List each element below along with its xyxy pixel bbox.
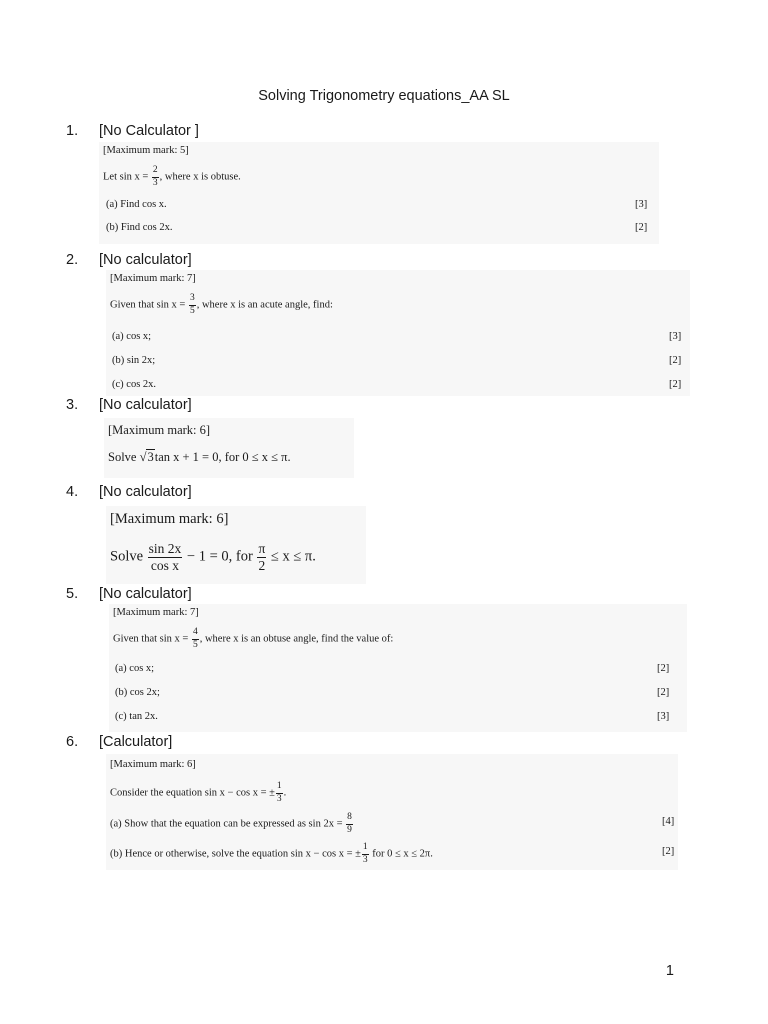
stem-text: . xyxy=(283,787,287,799)
stem-text: − 1 = 0, for xyxy=(183,548,257,565)
question-1-tag: [No Calculator ] xyxy=(99,123,199,139)
part-text: for 0 ≤ x ≤ 2π. xyxy=(369,848,433,860)
numerator: 8 xyxy=(346,813,353,825)
question-5-tag: [No calculator] xyxy=(99,586,192,602)
question-2-max-mark: [Maximum mark: 7] xyxy=(110,273,196,284)
question-6-part-a-mark: [4] xyxy=(662,816,675,827)
fraction xyxy=(276,782,283,804)
question-1-max-mark: [Maximum mark: 5] xyxy=(103,145,189,156)
numerator: 1 xyxy=(276,782,283,794)
question-3-number: 3. xyxy=(66,397,79,413)
question-5-max-mark: [Maximum mark: 7] xyxy=(113,607,199,618)
stem-text: tan x + 1 = 0, for 0 ≤ x ≤ π. xyxy=(154,450,291,464)
radicand: 3 xyxy=(147,450,154,464)
question-2-part-a: (a) cos x; xyxy=(112,331,152,342)
stem-text: Solve xyxy=(110,548,147,565)
fraction xyxy=(148,542,183,572)
question-2-part-b-mark: [2] xyxy=(669,355,682,366)
question-5-part-b-mark: [2] xyxy=(657,687,670,698)
question-2-number: 2. xyxy=(66,252,79,268)
part-label: (b) xyxy=(110,848,123,860)
numerator: 3 xyxy=(189,294,196,306)
fraction xyxy=(257,542,266,572)
denominator: cos x xyxy=(150,557,180,573)
page-number: 1 xyxy=(665,963,674,979)
denominator: 5 xyxy=(189,305,195,316)
denominator: 9 xyxy=(347,824,352,835)
stem-text: ≤ x ≤ π. xyxy=(267,548,316,565)
question-3-stem: Solve √3tan x + 1 = 0, for 0 ≤ x ≤ π. xyxy=(108,450,291,464)
question-1-part-a-mark: [3] xyxy=(635,199,648,210)
denominator: 2 xyxy=(258,557,266,573)
question-5-part-a: (a) cos x; xyxy=(115,663,155,674)
page-title: Solving Trigonometry equations_AA SL xyxy=(258,88,510,104)
fraction xyxy=(346,813,353,835)
question-3-panel xyxy=(104,418,354,478)
question-1-number: 1. xyxy=(66,123,79,139)
fraction xyxy=(189,294,196,316)
question-5-stem xyxy=(113,628,393,650)
question-6-panel xyxy=(106,754,678,870)
question-5-part-b: (b) cos 2x; xyxy=(115,687,160,698)
denominator: 3 xyxy=(152,177,158,188)
question-4-tag: [No calculator] xyxy=(99,484,192,500)
question-1-part-b-mark: [2] xyxy=(635,222,648,233)
stem-text: Given that sin x = xyxy=(110,299,188,311)
denominator: 3 xyxy=(362,854,368,865)
question-6-part-b xyxy=(110,843,433,865)
question-2-part-a-mark: [3] xyxy=(669,331,682,342)
stem-text: , where x is an obtuse angle, find the value of: xyxy=(199,633,394,645)
question-5-panel xyxy=(109,604,687,732)
question-4-panel xyxy=(106,506,366,584)
question-2-stem xyxy=(110,294,333,316)
numerator: 2 xyxy=(152,166,159,178)
stem-text: Solve xyxy=(108,450,140,464)
fraction xyxy=(362,843,369,865)
stem-text: Given that sin x = xyxy=(113,633,191,645)
numerator: π xyxy=(258,541,266,556)
question-3-max-mark: [Maximum mark: 6] xyxy=(108,423,211,437)
stem-text: Consider the equation sin x − cos x = ± xyxy=(110,787,275,799)
question-5-part-a-mark: [2] xyxy=(657,663,670,674)
question-1-panel xyxy=(99,142,659,244)
question-3-tag: [No calculator] xyxy=(99,397,192,413)
question-2-part-c: (c) cos 2x. xyxy=(112,379,157,390)
question-2-tag: [No calculator] xyxy=(99,252,192,268)
denominator: 5 xyxy=(192,639,198,650)
question-5-number: 5. xyxy=(66,586,79,602)
numerator: 4 xyxy=(192,628,199,640)
question-1-part-b: (b) Find cos 2x. xyxy=(106,222,173,233)
question-4-max-mark: [Maximum mark: 6] xyxy=(110,511,229,527)
question-4-number: 4. xyxy=(66,484,79,500)
question-6-part-b-mark: [2] xyxy=(662,846,675,857)
part-label: (a) xyxy=(110,818,122,830)
stem-text: , where x is obtuse. xyxy=(159,171,241,183)
fraction xyxy=(192,628,199,650)
fraction xyxy=(152,166,159,188)
numerator: sin 2x xyxy=(148,541,182,556)
question-6-max-mark: [Maximum mark: 6] xyxy=(110,759,196,770)
question-6-stem xyxy=(110,782,286,804)
question-6-part-a xyxy=(110,813,354,835)
question-4-stem xyxy=(110,542,316,572)
stem-text: Let sin x = xyxy=(103,171,151,183)
denominator: 3 xyxy=(276,793,282,804)
stem-text: , where x is an acute angle, find: xyxy=(196,299,333,311)
question-6-number: 6. xyxy=(66,734,79,750)
question-2-part-b: (b) sin 2x; xyxy=(112,355,156,366)
part-text: Hence or otherwise, solve the equation sin x − cos x = ± xyxy=(122,848,361,860)
question-1-part-a: (a) Find cos x. xyxy=(106,199,167,210)
numerator: 1 xyxy=(362,843,369,855)
question-6-tag: [Calculator] xyxy=(99,734,173,750)
question-1-stem xyxy=(103,166,241,188)
question-5-part-c: (c) tan 2x. xyxy=(115,711,158,722)
question-2-part-c-mark: [2] xyxy=(669,379,682,390)
part-text: Show that the equation can be expressed as sin 2x = xyxy=(121,818,346,830)
question-5-part-c-mark: [3] xyxy=(657,711,670,722)
question-2-panel xyxy=(106,270,690,396)
